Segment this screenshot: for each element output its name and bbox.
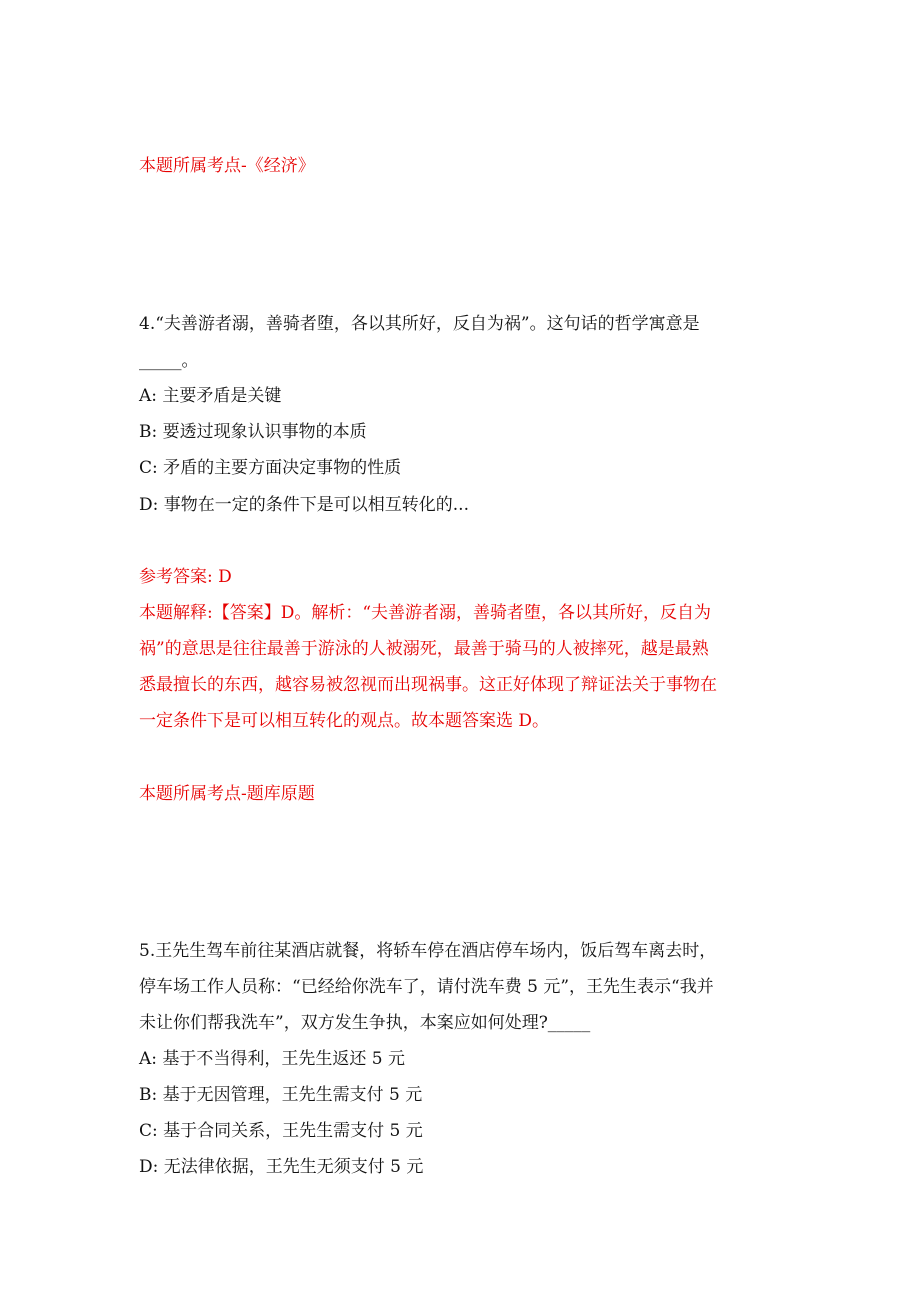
topic-label-economy: 本题所属考点-《经济》 — [139, 156, 315, 176]
option-d: D: 无法律依据，王先生无须支付 5 元 — [139, 1157, 424, 1177]
topic-label-question-bank: 本题所属考点-题库原题 — [139, 784, 315, 804]
option-b: B: 基于无因管理，王先生需支付 5 元 — [139, 1085, 423, 1105]
explanation-line: 一定条件下是可以相互转化的观点。故本题答案选 D。 — [139, 711, 550, 731]
question-stem-line: _____。 — [139, 351, 199, 371]
option-c: C: 矛盾的主要方面决定事物的性质 — [139, 458, 402, 478]
option-a: A: 基于不当得利，王先生返还 5 元 — [139, 1049, 406, 1069]
option-a: A: 主要矛盾是关键 — [139, 386, 282, 406]
option-d: D: 事物在一定的条件下是可以相互转化的... — [139, 495, 469, 515]
explanation-line: 本题解释:【答案】D。解析：“夫善游者溺，善骑者堕，各以其所好，反自为 — [139, 603, 712, 623]
question-stem-line: 4.“夫善游者溺，善骑者堕，各以其所好，反自为祸”。这句话的哲学寓意是 — [139, 314, 700, 334]
question-stem-line: 停车场工作人员称：“已经给你洗车了，请付洗车费 5 元”，王先生表示“我并 — [139, 977, 714, 997]
question-stem-line: 5.王先生驾车前往某酒店就餐，将轿车停在酒店停车场内，饭后驾车离去时， — [139, 941, 717, 961]
reference-answer: 参考答案: D — [139, 567, 232, 587]
option-b: B: 要透过现象认识事物的本质 — [139, 422, 367, 442]
explanation-line: 祸”的意思是往往最善于游泳的人被溺死，最善于骑马的人被摔死，越是最熟 — [139, 639, 709, 659]
question-stem-line: 未让你们帮我洗车”，双方发生争执，本案应如何处理?_____ — [139, 1013, 591, 1033]
explanation-line: 悉最擅长的东西，越容易被忽视而出现祸事。这正好体现了辩证法关于事物在 — [139, 675, 717, 695]
option-c: C: 基于合同关系，王先生需支付 5 元 — [139, 1121, 423, 1141]
